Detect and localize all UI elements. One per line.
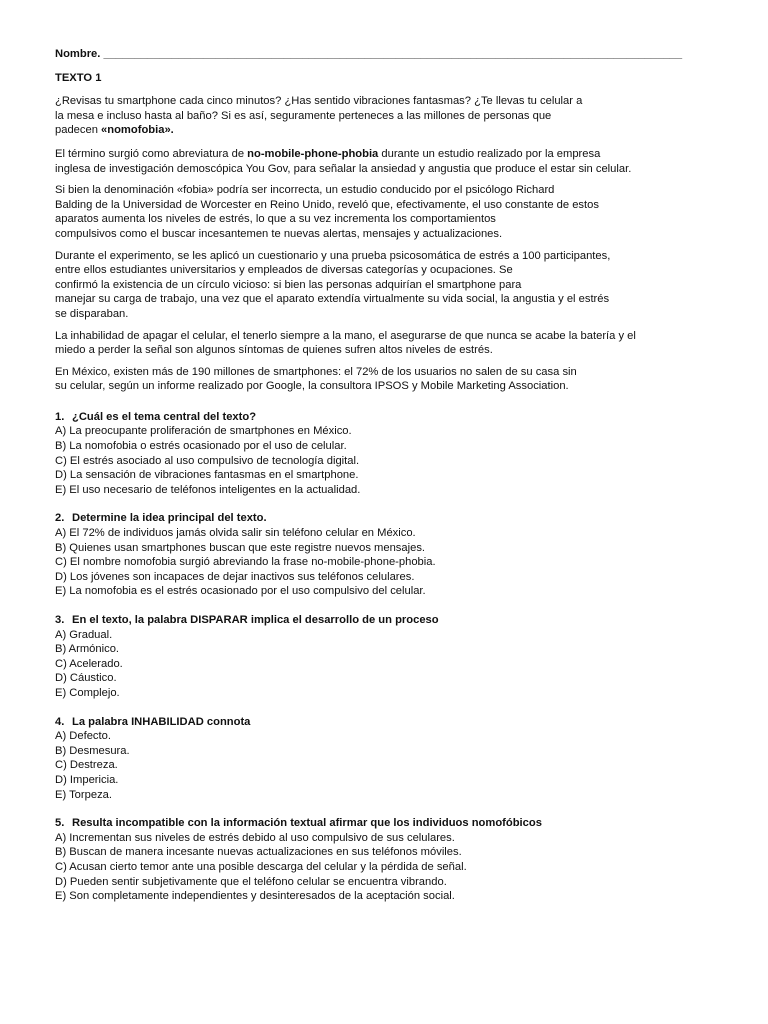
option-e: E) Complejo. <box>55 686 120 699</box>
paragraph-1-after: durante un estudio realizado por la empresa inglesa de investigación demoscópica You Gov, para señalar la ansiedad y angustia que produce el estar sin celular. <box>55 147 632 175</box>
question-number: 2. <box>55 512 65 525</box>
option-e: E) La nomofobia es el estrés ocasionado por el uso compulsivo del celular. <box>55 585 426 598</box>
paragraph-2: Si bien la denominación «fobia» podría ser incorrecta, un estudio conducido por el psicólogo Richard Balding de la Universidad de Worcester en Reino Unido, reveló que, efectivamente, el uso constante de estos aparatos aumenta los niveles de estrés, lo que a su vez incrementa los comportamientos compulsivos como el buscar incesantemen te nuevas alertas, mensajes y actualizaciones. <box>55 184 599 240</box>
option-e: E) Son completamente independientes y desinteresados de la aceptación social. <box>55 890 455 903</box>
question-5-prompt <box>55 816 710 831</box>
option-a: A) Defecto. <box>55 730 111 743</box>
question-number: 4. <box>55 715 65 728</box>
question-text: Determine la idea principal del texto. <box>72 512 267 525</box>
paragraph-1 <box>55 147 710 176</box>
question-4 <box>55 715 710 803</box>
questions-section <box>55 410 710 904</box>
option-c: C) El nombre nomofobia surgió abreviando la frase no-mobile-phone-phobia. <box>55 556 436 569</box>
question-1-options <box>55 424 710 497</box>
option-c: C) Destreza. <box>55 759 118 772</box>
question-2-prompt <box>55 511 710 526</box>
option-d: D) Pueden sentir subjetivamente que el teléfono celular se encuentra vibrando. <box>55 875 447 888</box>
intro-term: «nomofobia». <box>101 124 174 137</box>
question-5-options <box>55 831 710 904</box>
option-b: B) La nomofobia o estrés ocasionado por el uso de celular. <box>55 440 347 453</box>
option-e: E) Torpeza. <box>55 788 113 801</box>
option-a: A) Gradual. <box>55 628 113 641</box>
question-4-prompt <box>55 715 710 730</box>
paragraph-1-bold-term: no-mobile-phone-phobia <box>247 147 379 160</box>
option-e: E) El uso necesario de teléfonos inteligentes en la actualidad. <box>55 483 361 496</box>
intro-text: ¿Revisas tu smartphone cada cinco minutos? ¿Has sentido vibraciones fantasmas? ¿Te llevas tu celular a la mesa e incluso hasta al baño? Si es así, seguramente perteneces a las millones de personas que padecen <box>55 95 583 137</box>
option-c: C) Acusan cierto temor ante una posible descarga del celular y la pérdida de señal. <box>55 860 467 873</box>
option-a: A) La preocupante proliferación de smartphones en México. <box>55 425 352 438</box>
question-text: La palabra INHABILIDAD connota <box>72 715 251 728</box>
option-b: B) Buscan de manera incesante nuevas actualizaciones en sus teléfonos móviles. <box>55 846 462 859</box>
question-number: 5. <box>55 817 65 830</box>
option-a: A) Incrementan sus niveles de estrés debido al uso compulsivo de sus celulares. <box>55 831 455 844</box>
question-3-prompt <box>55 613 710 628</box>
option-c: C) Acelerado. <box>55 657 123 670</box>
question-2-options <box>55 526 710 599</box>
option-b: B) Desmesura. <box>55 744 130 757</box>
option-b: B) Quienes usan smartphones buscan que este registre nuevos mensajes. <box>55 541 426 554</box>
question-number: 3. <box>55 614 65 626</box>
question-2 <box>55 511 710 599</box>
question-3-options <box>55 628 710 701</box>
question-5 <box>55 816 710 904</box>
option-d: D) Impericia. <box>55 773 119 786</box>
question-text: ¿Cuál es el tema central del texto? <box>72 410 257 423</box>
question-number: 1. <box>55 410 65 423</box>
question-3 <box>55 613 710 701</box>
text-title: TEXTO 1 <box>55 71 102 84</box>
paragraph-1-before: El término surgió como abreviatura de <box>55 147 248 160</box>
question-4-options <box>55 729 710 802</box>
question-1-prompt <box>55 410 710 425</box>
paragraph-3: Durante el experimento, se les aplicó un cuestionario y una prueba psicosomática de estrés a 100 participantes, entre ellos estudiantes universitarios y empleados de diversas categorías y ocupaciones. Se confirmó la existencia de un círculo vicioso: si bien las personas adquirían el smartphone para manejar su carga de trabajo, una vez que el aparato extendía virtualmente su vida social, la angustia y el estrés se disparaban. <box>55 249 611 320</box>
option-d: D) Cáustico. <box>55 672 117 685</box>
option-a: A) El 72% de individuos jamás olvida salir sin teléfono celular en México. <box>55 527 416 540</box>
question-text: Resulta incompatible con la información textual afirmar que los individuos nomofóbicos <box>72 817 542 830</box>
question-text: En el texto, la palabra DISPARAR implica el desarrollo de un proceso <box>72 614 439 626</box>
option-c: C) El estrés asociado al uso compulsivo de tecnología digital. <box>55 454 360 467</box>
paragraph-5: En México, existen más de 190 millones de smartphones: el 72% de los usuarios no salen de su casa sin su celular, según un informe realizado por Google, la consultora IPSOS y Mobile Marketing Association. <box>55 365 577 393</box>
option-b: B) Armónico. <box>55 643 120 656</box>
intro-paragraph <box>55 94 710 138</box>
option-d: D) Los jóvenes son incapaces de dejar inactivos sus teléfonos celulares. <box>55 570 415 583</box>
question-1 <box>55 410 710 498</box>
option-d: D) La sensación de vibraciones fantasmas en el smartphone. <box>55 469 359 482</box>
name-field-line: Nombre. _____________________________________________________________________________________________ <box>55 48 683 60</box>
paragraph-4: La inhabilidad de apagar el celular, el tenerlo siempre a la mano, el asegurarse de que nunca se acabe la batería y el miedo a perder la señal son algunos síntomas de quienes sufren altos niveles de estrés. <box>55 329 636 357</box>
